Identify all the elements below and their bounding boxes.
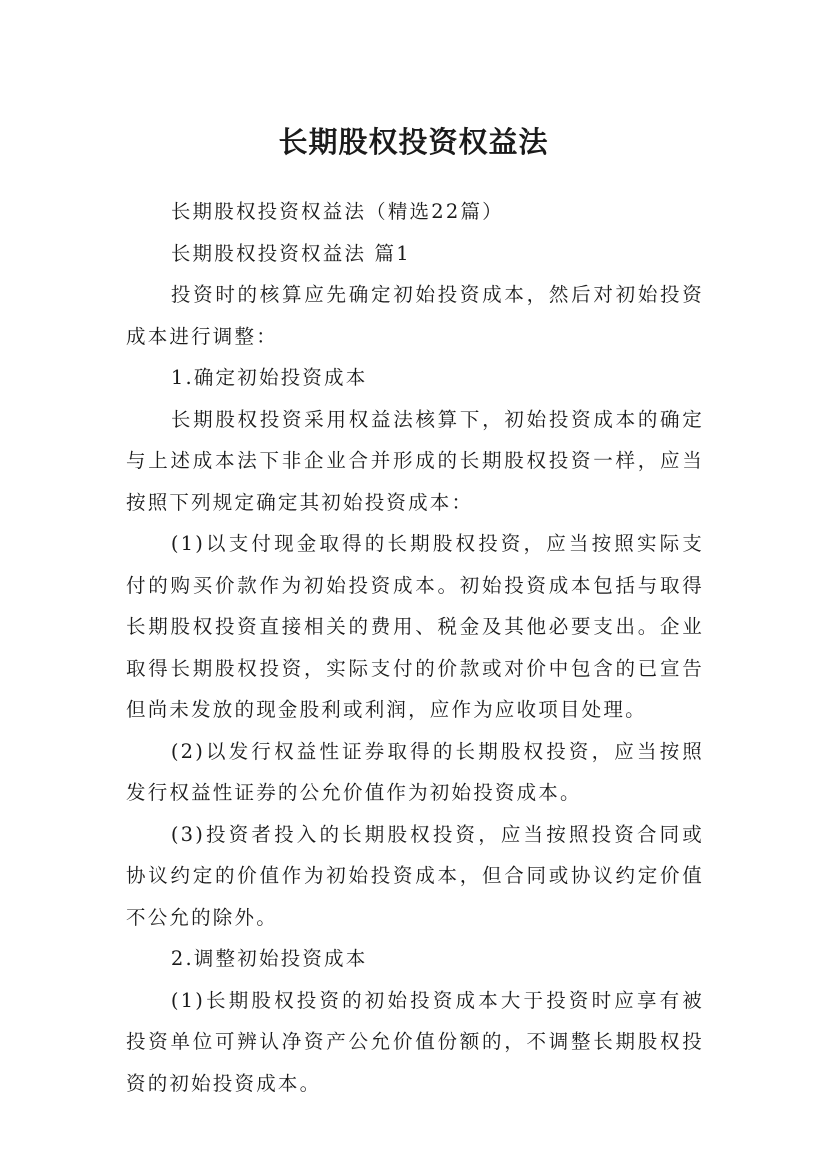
paragraph-heading: 1.确定初始投资成本 — [170, 366, 368, 389]
document-title: 长期股权投资权益法 — [278, 125, 549, 160]
paragraph: (2)以发行权益性证券取得的长期股权投资，应当按照发行权益性证券的公允价值作为初始投资成本。 — [126, 739, 704, 804]
paragraph: (1)长期股权投资的初始投资成本大于投资时应享有被投资单位可辨认净资产公允价值份额的，不调整长期股权投资的初始投资成本。 — [126, 988, 704, 1095]
document-body — [126, 191, 704, 1104]
paragraph: 长期股权投资采用权益法核算下，初始投资成本的确定与上述成本法下非企业合并形成的长期股权投资一样，应当按照下列规定确定其初始投资成本： — [126, 407, 704, 514]
paragraph: (3)投资者投入的长期股权投资，应当按照投资合同或协议约定的价值作为初始投资成本，但合同或协议约定价值不公允的除外。 — [126, 822, 704, 929]
paragraph-section-heading: 长期股权投资权益法 篇1 — [170, 241, 411, 265]
paragraph: 投资时的核算应先确定初始投资成本，然后对初始投资成本进行调整： — [126, 283, 704, 348]
paragraph-heading: 2.调整初始投资成本 — [170, 947, 368, 970]
paragraph: (1)以支付现金取得的长期股权投资，应当按照实际支付的购买价款作为初始投资成本。初始投资成本包括与取得长期股权投资直接相关的费用、税金及其他必要支出。企业取得长期股权投资，实际支付的价款或对价中包含的已宣告但尚未发放的现金股利或利润，应作为应收项目处理。 — [126, 532, 704, 721]
paragraph-subtitle: 长期股权投资权益法（精选22篇） — [170, 200, 504, 223]
